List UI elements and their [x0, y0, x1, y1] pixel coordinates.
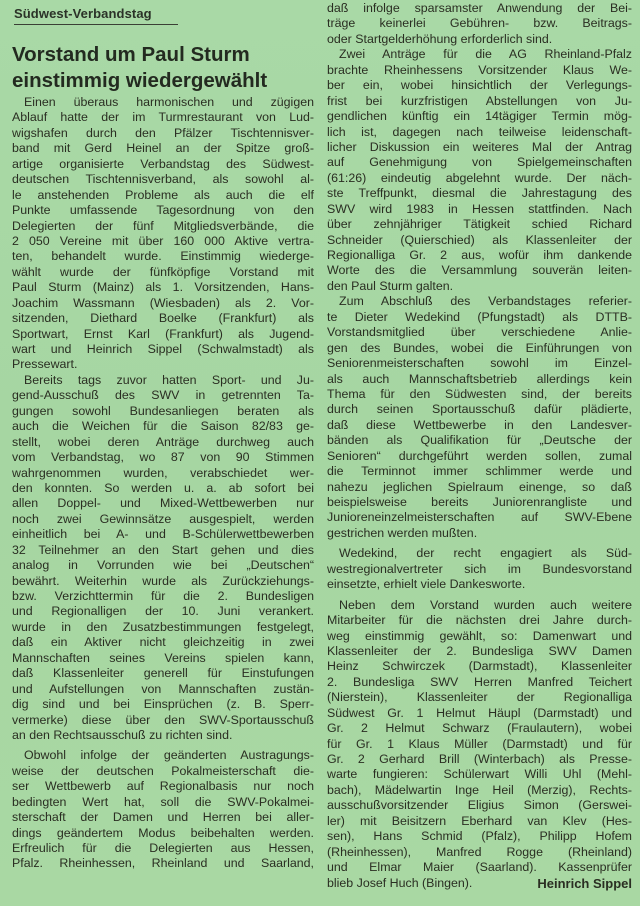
text-line: dig sind und bei Einsprüchen (z. B. Sperr- [12, 697, 314, 712]
text-line: ste Treffpunkt, diesmal die Jahrestagung des [327, 186, 632, 201]
text-line: (61:26) eindeutig abgelehnt wurde. Der näch- [327, 170, 632, 185]
text-line: sitzenden, Diethard Boelke (Frankfurt) als [12, 311, 314, 326]
text-line: warte fungieren: Schülerwart Willi Uhl (Mehl- [327, 767, 632, 782]
text-line: beispielsweise bereits Juniorenrangliste und [327, 495, 632, 509]
text-line: Junioreneinzelmeisterschaften auf SWV-Ebene [327, 510, 632, 525]
text-line: ber ein, wobei hinsichtlich der Verlegungs- [327, 78, 632, 93]
text-line: vermerke) diese über den SWV-Sportausschuß [12, 712, 314, 727]
text-line: daß diese Wettbewerbe in den Landesver- [327, 417, 632, 432]
text-line: und Elmar Maier (Saarland). Kassenprüfer [327, 860, 632, 875]
text-line: daß ein Aktiver nicht gleichzeitig in zwei [12, 635, 314, 650]
text-line: Zwei Anträge für die AG Rheinland-Pfalz [339, 47, 632, 62]
paragraph [327, 294, 632, 541]
paragraph [12, 748, 314, 872]
text-line: stellt, wobei deren Anträge durchweg auch [12, 434, 314, 449]
text-line: gendlichen künftig ein 14tägiger Termin mög- [327, 109, 632, 124]
text-line: ten, behandelt wurde. Einstimmig wiederge- [12, 249, 314, 264]
text-line: bänden als Qualifikation für „Deutsche der [327, 433, 632, 448]
closing-text: blieb Josef Huch (Bingen). [327, 875, 473, 890]
text-line: (Rheinhessen), Manfred Rogge (Rheinland) [327, 844, 632, 859]
paragraph [327, 47, 632, 294]
text-line: Thema für den Südwesten sind, der bereits [327, 386, 632, 401]
paragraph [327, 546, 632, 592]
text-line: vom Verbandstag, wo 87 von 90 Stimmen [12, 450, 314, 465]
text-line: dings geändertem Modus beibehalten werden. [12, 825, 314, 840]
text-line: deutschen Tischtennisverband, als sowohl al- [12, 172, 314, 187]
text-line: bewährt. Weiterhin wurde als Zurückziehungs- [12, 573, 314, 588]
headline [12, 42, 312, 94]
text-line: Südwest Gr. 1 Helmut Häupl (Darmstadt) und [327, 705, 632, 720]
text-line: Wedekind, der recht engagiert als Süd- [339, 546, 632, 561]
text-line: Mitarbeiter für die nächsten drei Jahre durch- [327, 613, 632, 628]
text-line: den konnten. So werden u. a. ab sofort bei [12, 480, 314, 495]
left-column [12, 95, 314, 872]
text-line: Punkte umfassende Tagesordnung von den [12, 203, 314, 218]
text-line: träge keinerlei Gebühren- bzw. Beitrags- [327, 16, 632, 31]
paragraph [12, 373, 314, 744]
text-line: Worte des die Versammlung souverän leiten- [327, 263, 632, 278]
text-line: und Regionalligen der 10. Juni verankert. [12, 604, 314, 619]
text-line: band mit Gerd Heinel an der Spitze groß- [12, 141, 314, 156]
text-line: SWV wird 1983 in Hessen stattfinden. Nach [327, 201, 632, 216]
text-line: gen des Bundes, wobei die Einführungen von [327, 340, 632, 355]
text-line: licher Diskussion ein weiteres Mal der Antrag [327, 139, 632, 154]
text-line: oder Startgelderhöhung erforderlich sind. [327, 31, 553, 46]
text-line: auch die Weichen für die Saison 82/83 ge- [12, 419, 314, 434]
text-line: brachte Rheinhessens Vorsitzender Klaus We- [327, 62, 632, 77]
text-line: Neben dem Vorstand wurden auch weitere [339, 597, 632, 612]
text-line: Zum Abschluß des Verbandstages referier- [339, 294, 632, 309]
text-line: über zehnjähriger Tätigkeit schied Richard [327, 217, 632, 232]
text-line: daß Klassenleiter generell für Einstufungen [12, 666, 314, 681]
text-line: artige organisierte Verbandstag des Südwest- [12, 156, 314, 171]
text-line: (Nierstein), Klassenleiter der Regionalliga [327, 690, 632, 705]
text-line: nahezu jeglichen Spielraum einenge, so daß [327, 479, 632, 494]
text-line: Vorstandsmitglied über verschiedene Anlie- [327, 325, 632, 340]
text-line: Paul Sturm (Mainz) als 1. Vorsitzenden, Hans- [12, 280, 314, 295]
text-line: Pfalz. Rheinhessen, Rheinland und Saarland, [12, 856, 314, 871]
right-column [327, 1, 632, 891]
closing-line [327, 876, 632, 891]
paragraph [327, 1, 632, 47]
text-line: 2 050 Vereine mit über 160 000 Aktive vertra- [12, 233, 314, 248]
paragraph [327, 598, 632, 876]
text-line: wurde in den Zusatzbestimmungen festgelegt, [12, 619, 314, 634]
text-line: Bereits tags zuvor hatten Sport- und Ju- [24, 372, 314, 387]
text-line: Regionalliga Gr. 2 aus, wofür ihm dankende [327, 248, 632, 262]
text-line: frist bei kurzfristigen Abstellungen von Ju- [327, 93, 632, 108]
author-signature: Heinrich Sippel [537, 875, 632, 891]
paragraph [12, 95, 314, 373]
text-line: wigshafen durch den Pfälzer Tischtennisver- [12, 125, 314, 140]
text-line: lich ist, dagegen nach teilweise leidenschaft- [327, 124, 632, 139]
text-line: Mannschaften seines Vereins spielen kann, [12, 650, 314, 665]
text-line: Delegierten der fünf Mitgliedsverbände, die [12, 218, 314, 233]
text-line: durch seinen Sportausschuß dafür plädierte, [327, 402, 632, 417]
text-line: an den Rechtsausschuß zu richten sind. [12, 727, 233, 742]
text-line: sterschaft der Damen und Herren bei aller- [12, 810, 314, 825]
text-line: Ablauf hatte der im Turmrestaurant von Lud- [12, 110, 314, 125]
text-line: einheitlich bei A- und B-Schülerwettbewerben [12, 527, 314, 542]
text-line: wahrgenommen wurden, verabschiedet wer- [12, 465, 314, 480]
text-line: Gr. 2 Gerhard Brill (Winterbach) als Presse- [327, 752, 632, 766]
text-line: allen Doppel- und Mixed-Wettbewerben nur [12, 496, 314, 511]
text-line: analog in Vorrunden wie bei „Deutschen“ [12, 558, 314, 573]
text-line: sen), Hans Schmid (Pfalz), Philipp Hofem [327, 829, 632, 844]
text-line: Joachim Wassmann (Wiesbaden) als 2. Vor- [12, 295, 314, 310]
text-line: Pressewart. [12, 357, 78, 372]
text-line: te Dieter Wedekind (Pfungstadt) als DTTB- [327, 309, 632, 324]
text-line: ser Wettbewerb auf Regionalbasis nur noch [12, 779, 314, 794]
text-line: ausschußvorsitzender Eligius Simon (Gerswei- [327, 798, 632, 813]
text-line: Schneider (Quierschied) als Klassenleiter der [327, 232, 632, 247]
text-line: daß infolge sparsamster Anwendung der Bei- [327, 1, 632, 15]
headline-line: einstimmig wiedergewählt [12, 69, 268, 92]
text-line: für Gr. 1 Klaus Müller (Darmstadt) und für [327, 736, 632, 751]
text-line: Gr. 2 Helmut Schwarz (Fraulautern), wobei [327, 721, 632, 736]
text-line: wart und Heinrich Sippel (Schwalmstadt) als [12, 342, 314, 356]
text-line: Senioren“ durchgeführt werden sollen, zumal [327, 448, 632, 463]
text-line: Erfreulich für die Delegierten aus Hessen, [12, 841, 314, 855]
text-line: den Paul Sturm galten. [327, 278, 454, 293]
text-line: Heinz Schwirczek (Darmstadt), Klassenleiter [327, 659, 632, 674]
text-line: westregionalvertreter sich im Bundesvorstand [327, 561, 632, 576]
text-line: 2. Bundesliga SWV Herren Manfred Teichert [327, 674, 632, 689]
text-line: weise der deutschen Pokalmeisterschaft die- [12, 763, 314, 778]
text-line: weg einstimmig gewählt, so: Damenwart und [327, 628, 632, 643]
headline-line: Vorstand um Paul Sturm [12, 43, 250, 66]
text-line: gungen sowohl Bundesanliegen beraten als [12, 403, 314, 418]
text-line: bzw. Verzichttermin für die 2. Bundesligen [12, 589, 314, 603]
text-line: als auch Mannschaftsbetrieb allerdings kein [327, 371, 632, 386]
text-line: wählt wurde der fünfköpfige Vorstand mit [12, 264, 314, 279]
text-line: Klassenleiter der 2. Bundesliga SWV Damen [327, 643, 632, 658]
text-line: noch zwei Gewinnsätze ausgespielt, werden [12, 511, 314, 526]
text-line: auf Genehmigung von Spielgemeinschaften [327, 155, 632, 170]
text-line: einsetzte, erhielt viele Dankesworte. [327, 577, 526, 592]
text-line: Seniorenmeisterschaften sowohl im Einzel- [327, 356, 632, 371]
text-line: ler) mit Beisitzern Eberhard van Klev (Hes- [327, 813, 632, 828]
text-line: Obwohl infolge der geänderten Austragungs- [24, 748, 314, 763]
section-rubric: Südwest-Verbandstag [14, 6, 178, 25]
text-line: Einen überaus harmonischen und zügigen [24, 95, 314, 109]
text-line: die Terminnot immer schlimmer werde und [327, 464, 632, 479]
text-line: bedingten Wert hat, soll die SWV-Pokalmei- [12, 794, 314, 809]
text-line: Sportwart, Ernst Karl (Frankfurt) als Jugend- [12, 326, 314, 341]
text-line: und Aufstellungen von Mannschaften zustän- [12, 681, 314, 696]
text-line: gestrichen werden mußten. [327, 525, 478, 540]
text-line: gend-Ausschuß des SWV in getrennten Ta- [12, 388, 314, 403]
text-line: le anstehenden Probleme als auch die elf [12, 187, 314, 202]
text-line: 32 Teilnehmer an den Start gehen und dies [12, 542, 314, 557]
text-line: bach), Mädelwartin Inge Heil (Merzig), Rechts- [327, 782, 632, 797]
